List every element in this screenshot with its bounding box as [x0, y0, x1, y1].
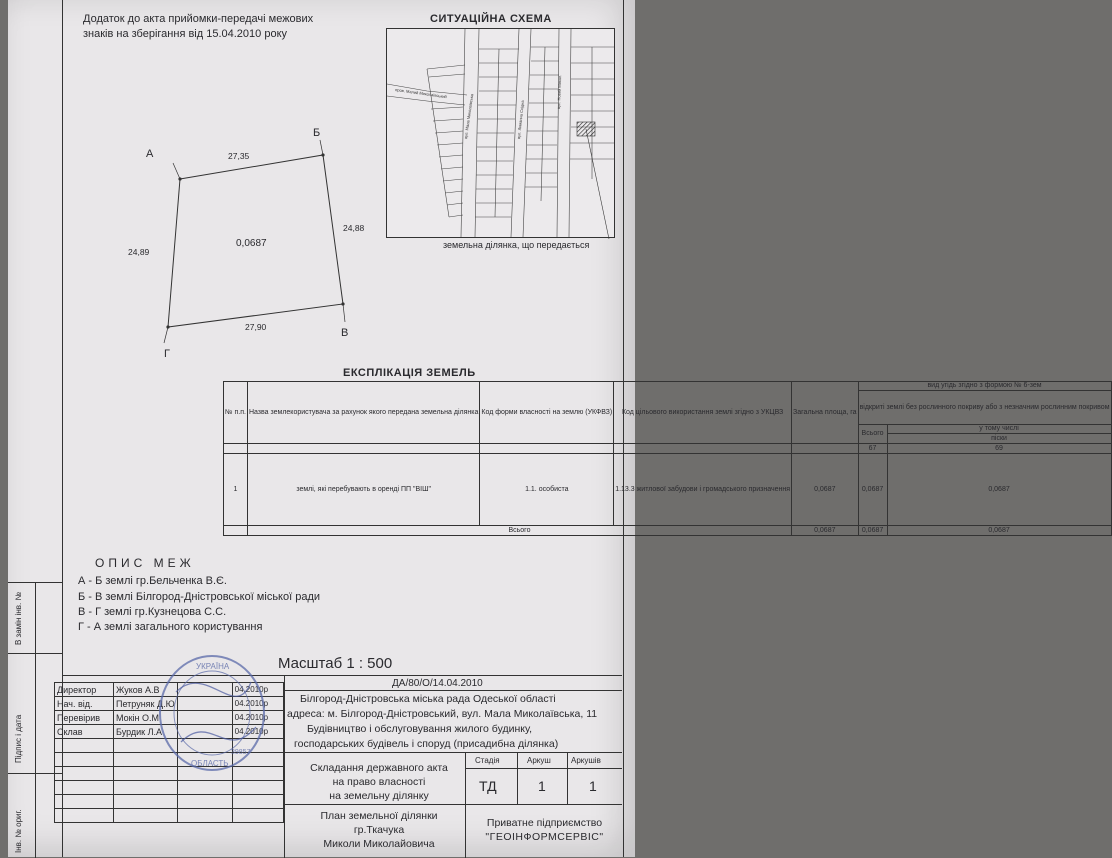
table-row — [224, 454, 1112, 526]
col-sand-header: піски — [887, 434, 1111, 444]
act-line-2: на право власності — [332, 776, 426, 788]
person-name: Бурдик Л.А — [114, 725, 178, 739]
sign-date: 04.2010р — [232, 683, 283, 697]
row-total: 0,0687 — [792, 454, 859, 526]
total-area: 0,0687 — [792, 526, 859, 536]
boundary-item: В - Г землі гр.Кузнецова С.С. — [78, 606, 227, 618]
purpose-line-2: господарських будівель і споруд (присадибна ділянка) — [294, 738, 559, 750]
explication-table — [223, 381, 1112, 536]
stage-value: ТД — [479, 778, 497, 794]
sheet-value: 1 — [538, 778, 546, 794]
point-g-label: Г — [164, 348, 170, 360]
act-line-3: на земельну ділянку — [329, 790, 429, 802]
header-line-1: Додаток до акта прийомки-передачі межових — [83, 13, 314, 25]
plot-area: 0,0687 — [236, 238, 267, 249]
plan-line-2: гр.Ткачука — [353, 824, 405, 836]
role: Нач. від. — [55, 697, 114, 711]
scheme-caption: земельна ділянка, що передається — [443, 240, 590, 250]
col-form-header: Код форми власності на землю (УКФВЗ) — [480, 382, 614, 444]
side-label-mid: Підпис і дата — [14, 714, 23, 763]
stamp-code: 39857 — [231, 749, 251, 756]
sheet-label: Аркуш — [527, 756, 551, 765]
org-line-2: адреса: м. Білгород-Дністровський, вул. Мала Миколаївська, 11 — [287, 708, 598, 720]
sheets-label: Аркушів — [571, 756, 601, 765]
side-ga-length: 24,89 — [128, 247, 150, 257]
title-block — [57, 675, 622, 858]
purpose-line-1: Будівництво і обслуговування жилого будинку, — [307, 723, 533, 735]
row-sand: 0,0687 — [887, 454, 1111, 526]
plan-line-3: Миколи Миколайовича — [323, 838, 435, 850]
boundary-item: А - Б землі гр.Бельченка В.Є. — [78, 575, 227, 587]
header-line-2: знаків на зберігання від 15.04.2010 року — [83, 28, 288, 40]
point-a-label: А — [146, 148, 154, 160]
person-name: Мокін О.М — [114, 711, 178, 725]
side-ab-length: 27,35 — [228, 151, 250, 161]
row-num: 1 — [224, 454, 248, 526]
total-all: 0,0687 — [858, 526, 887, 536]
stamp-top-text: УКРАЇНА — [196, 662, 230, 671]
role: Склав — [55, 725, 114, 739]
sheets-value: 1 — [589, 778, 597, 794]
scheme-map — [387, 29, 614, 237]
sign-date: 04.2010р — [232, 711, 283, 725]
scale-label: Масштаб 1 : 500 — [278, 655, 393, 672]
role: Директор — [55, 683, 114, 697]
boundary-item: Г - А землі загального користування — [78, 621, 263, 633]
scheme-title: СИТУАЦІЙНА СХЕМА — [430, 13, 552, 25]
company-line-1: Приватне підприємство — [486, 817, 603, 829]
side-vg-length: 27,90 — [245, 322, 267, 332]
stamp-bottom-text: ОБЛАСТЬ — [191, 759, 229, 768]
company-line-2: "ГЕОІНФОРМСЕРВІС" — [485, 831, 604, 843]
company-title — [467, 816, 622, 844]
col-purpose-header: Код цільового використання землі згідно з УКЦВЗ — [614, 382, 792, 444]
row-purpose: 1.13.3 житлової забудови і громадського призначення — [614, 454, 792, 526]
doc-number: ДА/80/О/14.04.2010 — [392, 678, 483, 689]
col-incl-header: у тому числі — [887, 425, 1111, 434]
row-user: землі, які перебувають в оренді ПП "ВІШ" — [247, 454, 479, 526]
total-row — [224, 526, 1112, 536]
explication-title: ЕКСПЛІКАЦІЯ ЗЕМЕЛЬ — [343, 367, 476, 379]
plan-line-1: План земельної ділянки — [320, 810, 438, 822]
role: Перевірив — [55, 711, 114, 725]
side-bv-length: 24,88 — [343, 223, 365, 233]
boundary-item: Б - В землі Білгород-Дністровської міської ради — [78, 591, 321, 603]
col-open-header: відкриті землі без рослинного покриву або з незначним рослинним покривом — [858, 391, 1111, 425]
sign-date: 04.2010р — [232, 725, 283, 739]
point-v-label: В — [341, 327, 349, 339]
street-label-3: вул. Лиманна Східна — [516, 100, 526, 140]
point-b-label: Б — [313, 127, 321, 139]
col-user-header: Назва землекористувача за рахунок якого передана земельна ділянка — [247, 382, 479, 444]
situation-scheme — [386, 28, 615, 238]
row-all: 0,0687 — [858, 454, 887, 526]
person-name: Петруняк Д.Ю — [114, 697, 178, 711]
code-67: 67 — [858, 444, 887, 454]
code-69: 69 — [887, 444, 1111, 454]
act-title — [294, 761, 464, 803]
org-line-1: Білгород-Дністровська міська рада Одеської області — [300, 693, 556, 705]
plot-drawing — [8, 0, 378, 370]
document-sheet — [8, 0, 1110, 857]
street-label-2: вул. Мала Миколаївська — [463, 93, 475, 140]
total-label: Всього — [247, 526, 791, 536]
official-stamp — [156, 652, 268, 774]
sign-date: 04.2010р — [232, 697, 283, 711]
parcel-leader-line — [586, 129, 609, 239]
stage-label: Стадія — [475, 756, 500, 765]
street-label-4: вул. Новий Микол. — [556, 74, 563, 110]
person-name: Жуков А.В — [114, 683, 178, 697]
act-line-1: Складання державного акта — [310, 762, 448, 774]
col-group-header: вид угідь згідно з формою № 6-зем — [858, 382, 1111, 391]
plan-title — [294, 809, 464, 851]
col-total-header: Загальна площа, га — [792, 382, 859, 444]
side-label-bottom: Інв. № ориг. — [14, 809, 23, 853]
row-form: 1.1. особиста — [480, 454, 614, 526]
side-label-top: В замін інв. № — [14, 591, 23, 645]
boundaries-title: ОПИС МЕЖ — [95, 556, 195, 570]
street-label-1: пров. Малий Миколаївський — [394, 87, 448, 100]
total-sand: 0,0687 — [887, 526, 1111, 536]
col-all-header: Всього — [858, 425, 887, 444]
col-num-header: № п.п. — [224, 382, 248, 444]
